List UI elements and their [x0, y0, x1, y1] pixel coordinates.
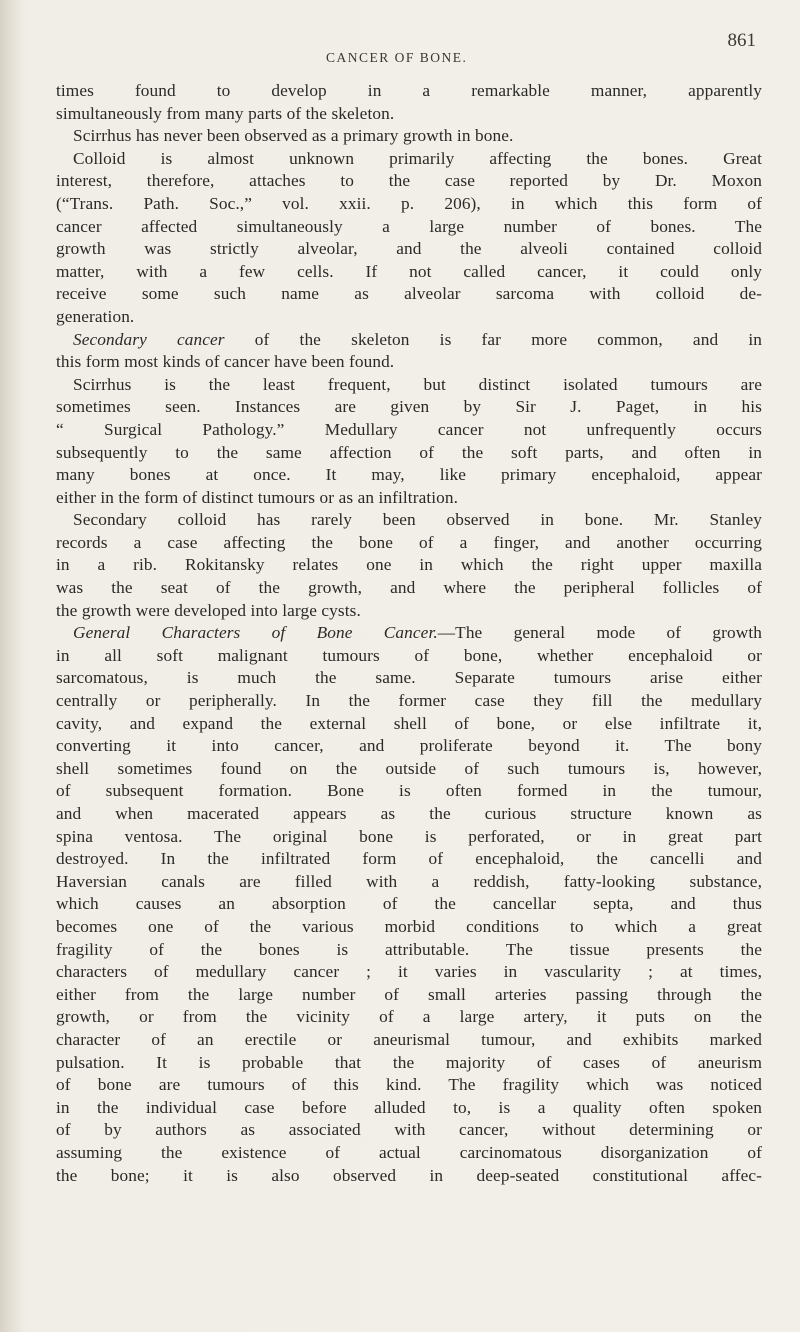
- line-text: and when macerated appears as the curious structure known as: [56, 804, 762, 823]
- text-line: [56, 125, 762, 148]
- line-text: the bone; it is also observed in deep-seated constitutional affec-: [56, 1165, 762, 1185]
- text-line: [56, 283, 762, 306]
- line-text: matter, with a few cells. If not called cancer, it could only: [56, 261, 762, 281]
- line-text: receive some such name as alveolar sarcoma with colloid de-: [56, 284, 762, 304]
- text-line: [56, 1119, 762, 1142]
- text-line: [56, 893, 762, 916]
- line-text: fragility of the bones is attributable. The tissue presents the: [56, 939, 762, 959]
- text-line: [56, 1097, 762, 1120]
- line-text: cavity, and expand the external shell of bone, or else infiltrate it,: [56, 713, 762, 733]
- text-line: [56, 351, 762, 374]
- line-text: was the seat of the growth, and where the peripheral follicles of: [56, 578, 762, 598]
- text-line: [56, 419, 762, 442]
- line-text: this form most kinds of cancer have been found.: [56, 352, 395, 372]
- text-line: [56, 645, 762, 668]
- text-line: [56, 464, 762, 487]
- page-number: 861: [727, 30, 756, 51]
- line-text: characters of medullary cancer ; it varies in vascularity ; at times,: [56, 962, 762, 982]
- text-line: [56, 780, 762, 803]
- line-text: generation.: [56, 306, 135, 326]
- line-text: Scirrhus has never been observed as a primary growth in bone.: [73, 126, 514, 146]
- text-line: [56, 916, 762, 939]
- text-line: [56, 622, 762, 645]
- line-text: either in the form of distinct tumours or as an infiltration.: [56, 487, 459, 507]
- text-line: [56, 193, 762, 216]
- text-line: [56, 1029, 762, 1052]
- text-line: [56, 871, 762, 894]
- text-line: [56, 600, 762, 623]
- text-line: [56, 713, 762, 736]
- line-text: pulsation. It is probable that the majority of cases of aneurism: [56, 1052, 762, 1072]
- line-text: of bone are tumours of this kind. The fragility which was noticed: [56, 1075, 762, 1095]
- text-line: [56, 374, 762, 397]
- text-line: [56, 396, 762, 419]
- line-text: in all soft malignant tumours of bone, whether encephaloid or: [56, 645, 762, 665]
- binding-shadow: [0, 0, 22, 1332]
- body-text: [56, 80, 762, 1187]
- text-line: [56, 984, 762, 1007]
- line-text: becomes one of the various morbid conditions to which a great: [56, 916, 762, 936]
- text-line: [56, 1006, 762, 1029]
- text-line: [56, 1074, 762, 1097]
- text-line: [56, 961, 762, 984]
- line-text: many bones at once. It may, like primary encephaloid, appear: [56, 465, 762, 485]
- text-line: [56, 487, 762, 510]
- line-text: times found to develop in a remarkable manner, apparently: [56, 81, 762, 100]
- line-text: interest, therefore, attaches to the case reported by Dr. Moxon: [56, 171, 762, 191]
- text-line: [56, 170, 762, 193]
- text-line: [56, 80, 762, 103]
- line-text: spina ventosa. The original bone is perforated, or in great part: [56, 826, 762, 846]
- line-text: either from the large number of small arteries passing through the: [56, 984, 762, 1004]
- line-text: simultaneously from many parts of the skeleton.: [56, 103, 395, 123]
- line-text: shell sometimes found on the outside of such tumours is, however,: [56, 758, 762, 778]
- text-line: [56, 803, 762, 826]
- text-line: [56, 1142, 762, 1165]
- line-text: subsequently to the same affection of the soft parts, and often in: [56, 442, 762, 462]
- text-line: [56, 509, 762, 532]
- line-text: character of an erectile or aneurismal tumour, and exhibits marked: [56, 1029, 762, 1049]
- line-text: “ Surgical Pathology.” Medullary cancer not unfrequently occurs: [56, 419, 762, 439]
- text-line: [56, 532, 762, 555]
- page-header: [56, 30, 756, 64]
- line-text: Colloid is almost unknown primarily affecting the bones. Great: [73, 148, 762, 168]
- line-text: in the individual case before alluded to, is a quality often spoken: [56, 1097, 762, 1117]
- line-text: Secondary colloid has rarely been observed in bone. Mr. Stanley: [73, 510, 762, 530]
- line-text: which causes an absorption of the cancellar septa, and thus: [56, 894, 762, 914]
- text-line: [56, 667, 762, 690]
- text-line: [56, 758, 762, 781]
- line-text: sarcomatous, is much the same. Separate tumours arise either: [56, 668, 762, 688]
- text-line: [56, 848, 762, 871]
- text-line: [56, 735, 762, 758]
- text-line: [56, 577, 762, 600]
- line-text: centrally or peripherally. In the former case they fill the medullary: [56, 691, 762, 711]
- italic-heading: Secondary cancer: [73, 329, 225, 349]
- text-line: [56, 1165, 762, 1188]
- line-text: growth was strictly alveolar, and the alveoli contained colloid: [56, 239, 762, 259]
- text-line: [56, 329, 762, 352]
- text-line: [56, 939, 762, 962]
- text-line: [56, 1052, 762, 1075]
- line-text: in a rib. Rokitansky relates one in which the right upper maxilla: [56, 555, 762, 575]
- line-text: (“Trans. Path. Soc.,” vol. xxii. p. 206), in which this form of: [56, 193, 762, 213]
- text-line: [56, 261, 762, 284]
- line-text: converting it into cancer, and proliferate beyond it. The bony: [56, 736, 762, 756]
- text-line: [56, 442, 762, 465]
- line-text: sometimes seen. Instances are given by Sir J. Paget, in his: [56, 397, 762, 417]
- running-head: CANCER OF BONE.: [326, 50, 468, 65]
- text-line: [56, 826, 762, 849]
- text-line: [56, 554, 762, 577]
- line-text: cancer affected simultaneously a large number of bones. The: [56, 216, 762, 236]
- line-text: of the skeleton is far more common, and in: [224, 329, 762, 349]
- text-line: [56, 690, 762, 713]
- line-text: records a case affecting the bone of a finger, and another occurring: [56, 532, 762, 552]
- line-text: of by authors as associated with cancer, without determining or: [56, 1120, 762, 1140]
- line-text: growth, or from the vicinity of a large artery, it puts on the: [56, 1007, 762, 1027]
- text-line: [56, 238, 762, 261]
- text-line: [56, 103, 762, 126]
- italic-heading: General Characters of Bone Cancer.: [73, 623, 438, 643]
- line-text: destroyed. In the infiltrated form of encephaloid, the cancelli and: [56, 849, 762, 869]
- text-line: [56, 216, 762, 239]
- line-text: of subsequent formation. Bone is often formed in the tumour,: [56, 781, 762, 801]
- line-text: assuming the existence of actual carcinomatous disorganization of: [56, 1142, 762, 1162]
- line-text: —The general mode of growth: [437, 623, 762, 643]
- text-line: [56, 306, 762, 329]
- line-text: the growth were developed into large cysts.: [56, 600, 361, 620]
- line-text: Scirrhus is the least frequent, but distinct isolated tumours are: [73, 374, 762, 394]
- text-line: [56, 148, 762, 171]
- line-text: Haversian canals are filled with a reddish, fatty-looking substance,: [56, 871, 762, 891]
